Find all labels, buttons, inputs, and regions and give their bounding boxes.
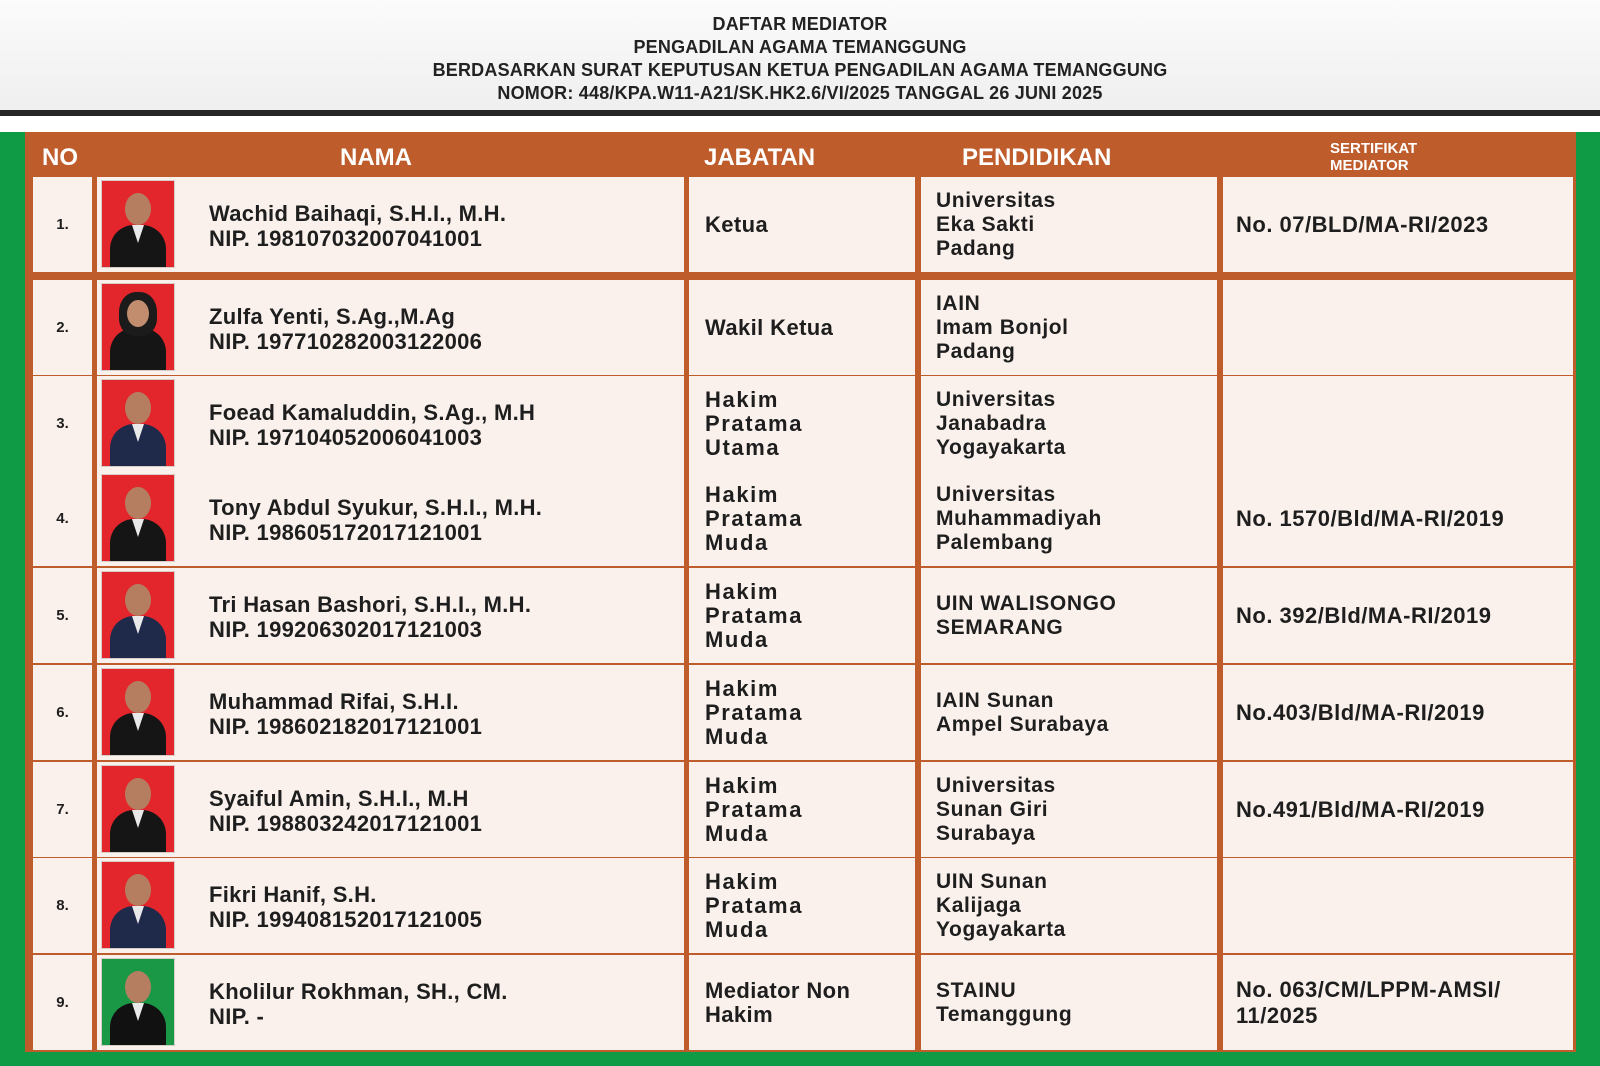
mediator-name-block [209, 495, 542, 545]
pendidikan-line: UIN WALISONGO [936, 591, 1117, 615]
document-header [0, 0, 1600, 110]
pendidikan-line: Padang [936, 236, 1016, 260]
jabatan-cell [689, 471, 915, 566]
jabatan-cell [689, 568, 915, 663]
pendidikan-line-lines [936, 189, 1056, 261]
sertifikat-cell [1223, 665, 1573, 760]
mediator-nip: NIP. 198605172017121001 [209, 520, 483, 545]
jabatan-line: Muda [705, 723, 769, 749]
jabatan-cell [689, 177, 915, 272]
pendidikan-line: Temanggung [936, 1002, 1073, 1026]
pendidikan-line-lines [936, 388, 1066, 460]
row-number: 9. [33, 955, 92, 1050]
name-cell [97, 955, 684, 1050]
pendidikan-cell [921, 376, 1217, 471]
sertifikat-line: 11/2025 [1236, 1002, 1318, 1028]
pendidikan-line-lines [936, 774, 1056, 846]
jabatan-line: Hakim [705, 675, 780, 701]
pendidikan-line: Imam Bonjol [936, 315, 1069, 339]
profile-photo [102, 181, 174, 267]
jabatan-line-lines [705, 870, 803, 942]
column-header-jabatan: JABATAN [704, 144, 816, 171]
pendidikan-line-lines [936, 483, 1102, 555]
mediator-name-block [209, 979, 508, 1029]
column-header-no: NO [42, 144, 78, 171]
sertifikat-cell [1223, 471, 1573, 566]
jabatan-line: Utama [705, 434, 781, 460]
pendidikan-line: Surabaya [936, 821, 1036, 845]
jabatan-line: Hakim [705, 578, 780, 604]
mediator-nip: NIP. 197710282003122006 [209, 329, 483, 354]
mediator-name-block [209, 304, 482, 354]
profile-photo [102, 766, 174, 852]
jabatan-line: Pratama [705, 602, 804, 628]
pendidikan-line: Eka Sakti [936, 212, 1035, 236]
sertifikat-line: No. 1570/Bld/MA-RI/2019 [1236, 505, 1505, 531]
mediator-nip: NIP. 199408152017121005 [209, 907, 483, 932]
row-number: 7. [33, 762, 92, 857]
pendidikan-line-lines [936, 689, 1109, 737]
jabatan-cell [689, 858, 915, 953]
pendidikan-cell [921, 762, 1217, 857]
jabatan-line: Muda [705, 916, 769, 942]
mediator-nip: NIP. 198107032007041001 [209, 226, 483, 251]
pendidikan-line: Universitas [936, 773, 1056, 797]
jabatan-line-lines [705, 979, 850, 1027]
mediator-nip: NIP. - [209, 1004, 265, 1029]
sertifikat-cell [1223, 376, 1573, 471]
jabatan-line-lines [705, 677, 803, 749]
pendidikan-line: IAIN [936, 291, 981, 315]
mediator-nip: NIP. 197104052006041003 [209, 425, 483, 450]
row-number: 6. [33, 665, 92, 760]
row-number: 4. [33, 471, 92, 566]
row-number: 5. [33, 568, 92, 663]
pendidikan-cell [921, 280, 1217, 375]
name-cell [97, 858, 684, 953]
pendidikan-cell [921, 858, 1217, 953]
mediator-name-block [209, 882, 482, 932]
jabatan-line-lines [705, 580, 803, 652]
pendidikan-line: Palembang [936, 530, 1054, 554]
pendidikan-line: Kalijaga [936, 893, 1022, 917]
mediator-name-block [209, 689, 482, 739]
name-cell [97, 471, 684, 566]
pendidikan-line: Sunan Giri [936, 797, 1049, 821]
pendidikan-line: SEMARANG [936, 615, 1064, 639]
mediator-name: Muhammad Rifai, S.H.I. [209, 689, 459, 714]
pendidikan-line-lines [936, 592, 1116, 640]
pendidikan-line: Muhammadiyah [936, 506, 1102, 530]
pendidikan-line: UIN Sunan [936, 869, 1048, 893]
row-number: 2. [33, 280, 92, 375]
profile-photo [102, 572, 174, 658]
sertifikat-line: No.491/Bld/MA-RI/2019 [1236, 796, 1485, 822]
mediator-name: Syaiful Amin, S.H.I., M.H [209, 786, 469, 811]
name-cell [97, 177, 684, 272]
sertifikat-line-lines [1236, 700, 1485, 726]
pendidikan-cell [921, 568, 1217, 663]
jabatan-cell [689, 280, 915, 375]
pendidikan-cell [921, 665, 1217, 760]
mediator-name: Zulfa Yenti, S.Ag.,M.Ag [209, 304, 456, 329]
column-header-pendidikan: PENDIDIKAN [962, 144, 1112, 171]
sertifikat-line-lines [1236, 212, 1489, 238]
jabatan-line-lines [705, 388, 803, 460]
jabatan-cell [689, 376, 915, 471]
pendidikan-line: Yogayakarta [936, 435, 1066, 459]
header-decree-number: NOMOR: 448/KPA.W11-A21/SK.HK2.6/VI/2025 TANGGAL 26 JUNI 2025 [497, 83, 1103, 103]
jabatan-line: Pratama [705, 892, 804, 918]
pendidikan-cell [921, 955, 1217, 1050]
pendidikan-line-lines [936, 870, 1066, 942]
header-title: DAFTAR MEDIATOR [712, 14, 888, 34]
jabatan-line: Hakim [705, 868, 780, 894]
sertifikat-line: No. 392/Bld/MA-RI/2019 [1236, 602, 1492, 628]
row-number: 1. [33, 177, 92, 272]
name-cell [97, 280, 684, 375]
pendidikan-line-lines [936, 979, 1072, 1027]
mediator-name: Wachid Baihaqi, S.H.I., M.H. [209, 201, 507, 226]
sertifikat-cell [1223, 955, 1573, 1050]
profile-photo [102, 669, 174, 755]
jabatan-cell [689, 665, 915, 760]
jabatan-line: Pratama [705, 796, 804, 822]
jabatan-cell [689, 955, 915, 1050]
pendidikan-line: Ampel Surabaya [936, 712, 1109, 736]
row-number: 8. [33, 858, 92, 953]
pendidikan-line: Janabadra [936, 411, 1047, 435]
header-basis: BERDASARKAN SURAT KEPUTUSAN KETUA PENGADILAN AGAMA TEMANGGUNG [432, 60, 1168, 80]
sertifikat-line-lines [1236, 977, 1501, 1029]
jabatan-line-lines [705, 774, 803, 846]
mediator-name: Tri Hasan Bashori, S.H.I., M.H. [209, 592, 532, 617]
jabatan-line-lines [705, 483, 803, 555]
row-number: 3. [33, 376, 92, 471]
jabatan-line: Ketua [705, 211, 769, 237]
sertifikat-cell [1223, 568, 1573, 663]
sertifikat-line: No. 07/BLD/MA-RI/2023 [1236, 211, 1489, 237]
sertifikat-line-lines [1236, 506, 1504, 532]
sertifikat-line-lines [1236, 603, 1492, 629]
mediator-nip: NIP. 199206302017121003 [209, 617, 483, 642]
jabatan-line: Muda [705, 626, 769, 652]
jabatan-line: Wakil Ketua [705, 314, 834, 340]
jabatan-line-lines [705, 316, 833, 340]
pendidikan-line: Universitas [936, 188, 1056, 212]
pendidikan-line: STAINU [936, 978, 1017, 1002]
mediator-name-block [209, 592, 531, 642]
jabatan-cell [689, 762, 915, 857]
jabatan-line: Hakim [705, 481, 780, 507]
name-cell [97, 568, 684, 663]
pendidikan-line: Yogayakarta [936, 917, 1066, 941]
jabatan-line: Mediator Non [705, 977, 851, 1003]
sertifikat-cell [1223, 858, 1573, 953]
jabatan-line: Hakim [705, 386, 780, 412]
column-header-sertifikat: SERTIFIKAT MEDIATOR [1330, 140, 1418, 174]
mediator-nip: NIP. 198803242017121001 [209, 811, 483, 836]
profile-photo [102, 475, 174, 561]
mediator-name: Fikri Hanif, S.H. [209, 882, 377, 907]
sertifikat-cell [1223, 280, 1573, 375]
name-cell [97, 376, 684, 471]
sertifikat-line: No. 063/CM/LPPM-AMSI/ [1236, 976, 1501, 1002]
sertifikat-cell [1223, 762, 1573, 857]
jabatan-line: Pratama [705, 699, 804, 725]
jabatan-line: Hakim [705, 1001, 774, 1027]
jabatan-line-lines [705, 213, 768, 237]
header-institution: PENGADILAN AGAMA TEMANGGUNG [633, 37, 967, 57]
profile-photo [102, 380, 174, 466]
name-cell [97, 762, 684, 857]
mediator-name-block [209, 786, 482, 836]
mediator-nip: NIP. 198602182017121001 [209, 714, 483, 739]
mediator-name: Kholilur Rokhman, SH., CM. [209, 979, 508, 1004]
sertifikat-line: No.403/Bld/MA-RI/2019 [1236, 699, 1485, 725]
mediator-name: Foead Kamaluddin, S.Ag., M.H [209, 400, 536, 425]
profile-photo [102, 284, 174, 370]
profile-photo [102, 959, 174, 1045]
jabatan-line: Hakim [705, 772, 780, 798]
mediator-name: Tony Abdul Syukur, S.H.I., M.H. [209, 495, 543, 520]
jabatan-line: Pratama [705, 505, 804, 531]
mediator-name-block [209, 201, 506, 251]
jabatan-line: Muda [705, 529, 769, 555]
pendidikan-line: Padang [936, 339, 1016, 363]
profile-photo [102, 862, 174, 948]
sertifikat-line-lines [1236, 797, 1485, 823]
pendidikan-line-lines [936, 292, 1069, 364]
pendidikan-cell [921, 471, 1217, 566]
jabatan-line: Muda [705, 820, 769, 846]
pendidikan-line: Universitas [936, 387, 1056, 411]
jabatan-line: Pratama [705, 410, 804, 436]
column-header-nama: NAMA [340, 144, 412, 171]
pendidikan-cell [921, 177, 1217, 272]
pendidikan-line: Universitas [936, 482, 1056, 506]
sertifikat-cell [1223, 177, 1573, 272]
pendidikan-line: IAIN Sunan [936, 688, 1055, 712]
mediator-name-block [209, 400, 535, 450]
name-cell [97, 665, 684, 760]
